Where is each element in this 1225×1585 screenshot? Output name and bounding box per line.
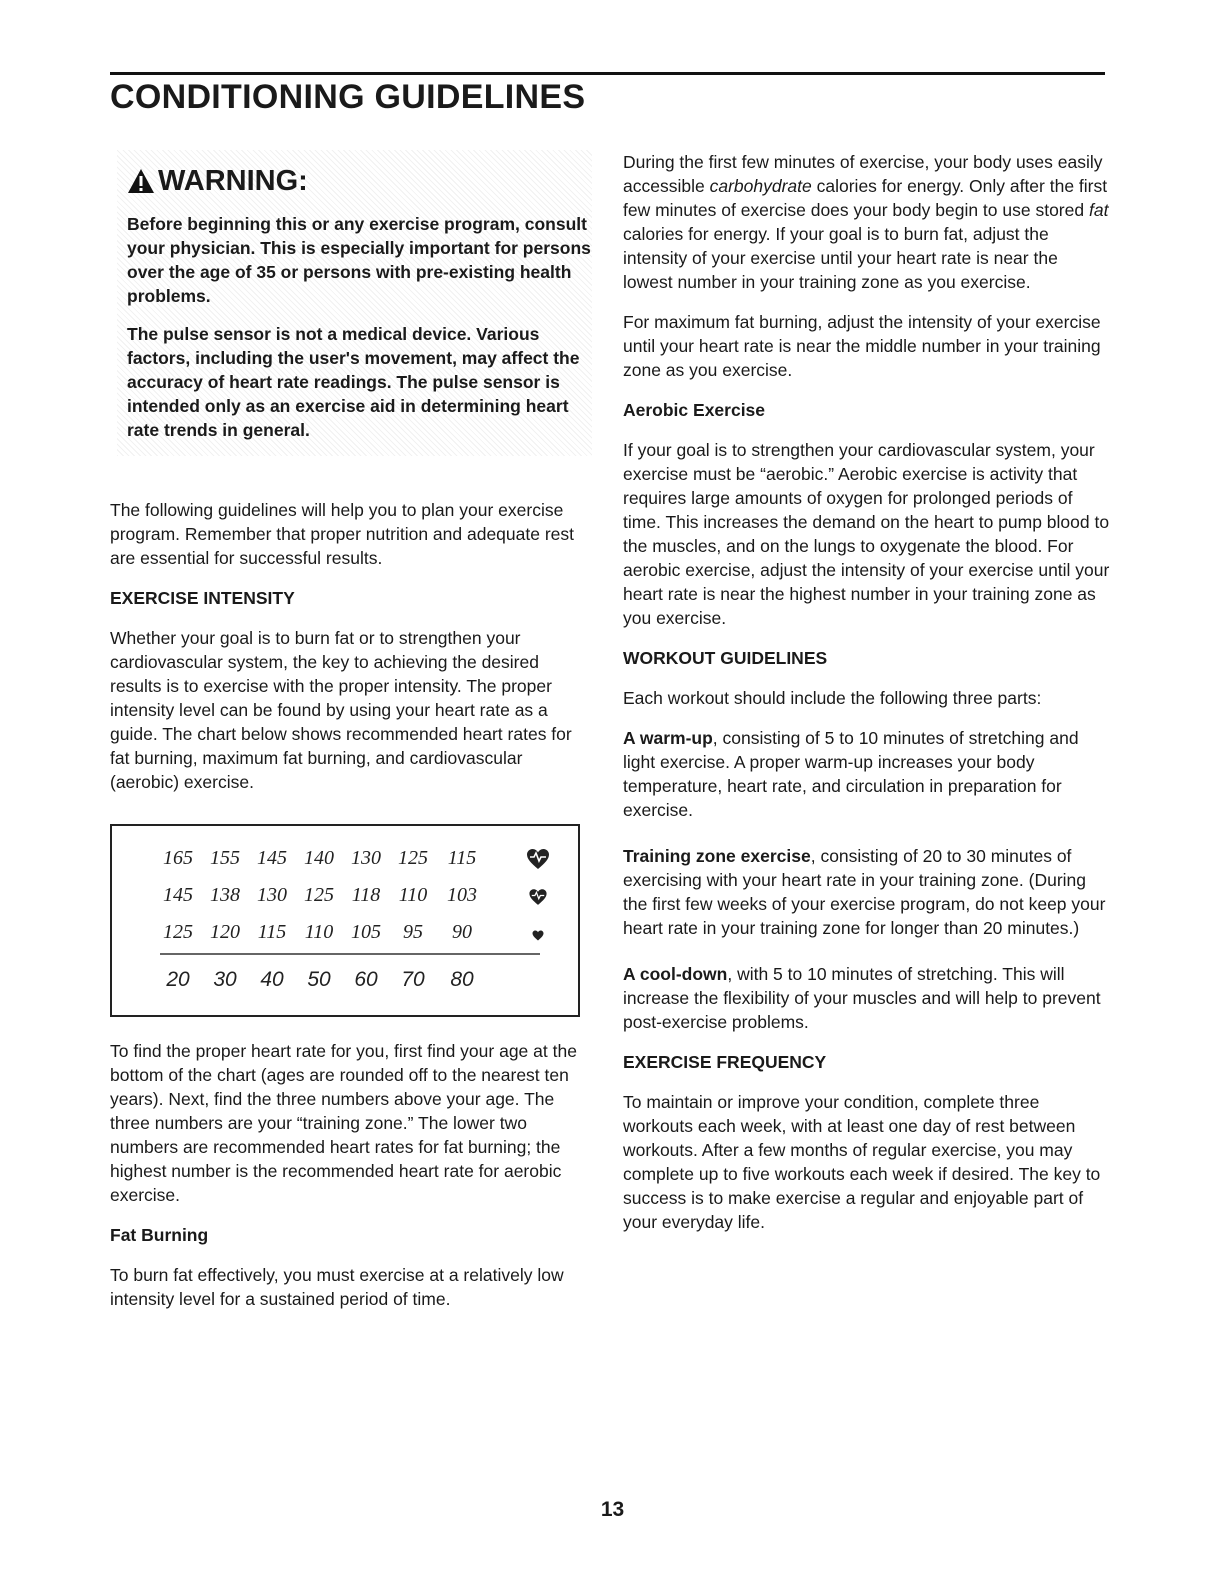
training-zone-label: Training zone exercise <box>623 846 811 866</box>
heart-small-icon <box>533 931 544 941</box>
warmup-text: , consisting of 5 to 10 minutes of stretching and light exercise. A proper warm-up increases your body temperature, heart rate, and circulation in preparation for exercise. <box>623 728 1079 820</box>
left-column <box>110 150 592 1327</box>
heart-rate-cell: 125 <box>398 847 428 869</box>
carb-text-1: During the first few minutes of exercise, your body uses easily accessible <box>623 152 1103 196</box>
heart-rate-cell: 103 <box>447 884 477 906</box>
exercise-frequency-paragraph: To maintain or improve your condition, complete three workouts each week, with at least one day of rest between workouts. After a few months of regular exercise, you may complete up to five workouts each week if desired. The key to success is to make exercise a regular and enjoyable part of your everyday life. <box>623 1092 1101 1232</box>
age-label: 80 <box>450 968 474 991</box>
heart-rate-cell: 118 <box>351 884 381 906</box>
heart-rate-cell: 130 <box>351 847 381 869</box>
aerobic-paragraph: If your goal is to strengthen your cardiovascular system, your exercise must be “aerobic.” Aerobic exercise is activity that requires large amounts of oxygen for prolonged periods of time. This increases the demand on the heart to pump blood to the muscles, and on the lungs to oxygenate the blood. For aerobic exercise, adjust the intensity of your exercise until your heart rate is near the highest number in your training zone as you exercise. <box>623 440 1110 628</box>
age-label: 20 <box>166 968 190 991</box>
warning-text-physician: Before beginning this or any exercise program, consult your physician. This is especially important for persons over the age of 35 or persons with pre-existing health problems. <box>127 214 591 306</box>
carb-text-2: calories for energy. Only after the first few minutes of exercise does your body begin to use stored <box>623 176 1108 220</box>
find-heart-rate-paragraph: To find the proper heart rate for you, first find your age at the bottom of the chart (ages are rounded off to the nearest ten years). Next, find the three numbers above your age. The three numbers are your “training zone.” The lower two numbers are recommended heart rates for fat burning; the highest number is the recommended heart rate for aerobic exercise. <box>110 1041 577 1205</box>
training-zone-paragraph <box>623 844 1110 940</box>
fat-burning-paragraph: To burn fat effectively, you must exercise at a relatively low intensity level for a sustained period of time. <box>110 1265 564 1309</box>
warning-title: WARNING: <box>158 165 308 197</box>
warning-triangle-icon <box>127 168 155 194</box>
heart-rate-cell: 95 <box>403 921 423 943</box>
age-label: 40 <box>260 968 284 991</box>
age-label: 60 <box>354 968 378 991</box>
carb-text-3: calories for energy. If your goal is to burn fat, adjust the intensity of your exercise until your heart rate is near the lowest number in your training zone as you exercise. <box>623 224 1058 292</box>
heart-rate-cell: 125 <box>163 921 193 943</box>
warning-box <box>117 150 592 456</box>
exercise-intensity-heading: EXERCISE INTENSITY <box>110 588 295 608</box>
workout-intro: Each workout should include the following three parts: <box>623 688 1042 708</box>
heart-medium-icon <box>529 889 546 905</box>
cooldown-text: , with 5 to 10 minutes of stretching. This will increase the flexibility of your muscles and will help to prevent post-exercise problems. <box>623 964 1101 1032</box>
fat-burning-heading: Fat Burning <box>110 1225 209 1245</box>
heart-large-icon <box>527 849 549 869</box>
cooldown-paragraph <box>623 962 1110 1034</box>
age-label: 30 <box>213 968 237 991</box>
heart-rate-cell: 145 <box>163 884 193 906</box>
carbohydrate-word: carbohydrate <box>709 176 812 196</box>
heart-rate-cell: 138 <box>210 884 240 906</box>
heart-rate-cell: 105 <box>351 921 381 943</box>
heart-rate-cell: 140 <box>304 847 334 869</box>
heart-rate-cell: 125 <box>304 884 334 906</box>
exercise-frequency-heading: EXERCISE FREQUENCY <box>623 1052 827 1072</box>
heart-rate-cell: 120 <box>210 921 240 943</box>
warning-heading <box>127 164 592 198</box>
heart-rate-cell: 130 <box>257 884 287 906</box>
page-title: CONDITIONING GUIDELINES <box>110 78 586 116</box>
heart-rate-cell: 165 <box>163 847 193 869</box>
age-label: 70 <box>401 968 425 991</box>
heart-rate-cell: 155 <box>210 847 240 869</box>
heart-rate-cell: 90 <box>452 921 472 943</box>
training-zone-text: , consisting of 20 to 30 minutes of exercising with your heart rate in your training zone. (During the first few weeks of your exercise program, do not keep your heart rate in your training zone for longer than 20 minutes.) <box>623 846 1106 938</box>
warning-text-pulse-sensor: The pulse sensor is not a medical device. Various factors, including the user's movement, may affect the accuracy of heart rate readings. The pulse sensor is intended only as an exercise aid in determining heart rate trends in general. <box>127 324 580 440</box>
heart-rate-chart-svg <box>112 826 578 1015</box>
heart-rate-cell: 110 <box>398 884 428 906</box>
heart-rate-cell: 110 <box>304 921 334 943</box>
age-label: 50 <box>307 968 331 991</box>
carbohydrate-paragraph <box>623 150 1110 294</box>
title-rule <box>110 72 1105 75</box>
cooldown-label: A cool-down <box>623 964 728 984</box>
heart-rate-cell: 115 <box>447 847 477 869</box>
workout-guidelines-heading: WORKOUT GUIDELINES <box>623 648 828 668</box>
heart-rate-chart <box>110 824 580 1017</box>
exercise-intensity-paragraph: Whether your goal is to burn fat or to strengthen your cardiovascular system, the key to achieving the desired results is to exercise with the proper intensity. The proper intensity level can be found by using your heart rate as a guide. The chart below shows recommended heart rates for fat burning, maximum fat burning, and cardiovascular (aerobic) exercise. <box>110 628 572 792</box>
heart-rate-cell: 145 <box>257 847 287 869</box>
heart-rate-cell: 115 <box>257 921 287 943</box>
aerobic-heading: Aerobic Exercise <box>623 400 766 420</box>
max-fat-paragraph: For maximum fat burning, adjust the intensity of your exercise until your heart rate is near the middle number in your training zone as you exercise. <box>623 312 1101 380</box>
warmup-label: A warm-up <box>623 728 713 748</box>
intro-paragraph: The following guidelines will help you to plan your exercise program. Remember that proper nutrition and adequate rest are essential for successful results. <box>110 500 575 568</box>
warmup-paragraph <box>623 726 1110 822</box>
page-number: 13 <box>600 1498 625 1521</box>
fat-word: fat <box>1088 200 1109 220</box>
right-column <box>623 150 1110 1250</box>
